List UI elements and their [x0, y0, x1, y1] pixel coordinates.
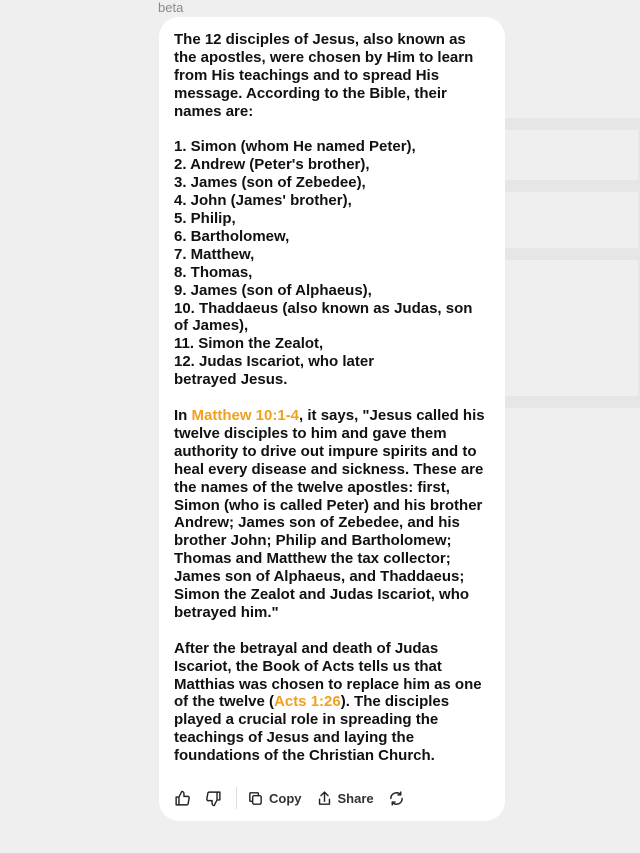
list-item: 1. Simon (whom He named Peter),: [174, 138, 416, 156]
chat-message-card: [159, 17, 505, 821]
thumbs-down-button[interactable]: [205, 790, 222, 807]
copy-label: Copy: [269, 790, 302, 806]
share-icon: [316, 790, 333, 807]
copy-button[interactable]: [247, 790, 302, 807]
acts-reference-link[interactable]: Acts 1:26: [274, 693, 341, 711]
thumbs-up-icon: [174, 790, 191, 807]
thumbs-down-icon: [205, 790, 222, 807]
para3-suffix: ). The disciples played a crucial role in spreading the teachings of Jesus and laying the foundations of the Christian Church.: [174, 693, 450, 765]
actions-divider: [236, 787, 237, 809]
copy-icon: [247, 790, 264, 807]
list-item: 10. Thaddaeus (also known as Judas, son of James),: [174, 299, 473, 335]
list-item: 8. Thomas,: [174, 263, 253, 281]
acts-paragraph: [174, 640, 485, 765]
thumbs-up-button[interactable]: [174, 790, 191, 807]
disciples-list: [174, 138, 485, 389]
list-item: 5. Philip,: [174, 210, 236, 228]
intro-paragraph: The 12 disciples of Jesus, also known as the apostles, were chosen by Him to learn from His teachings and to spread His message. According to the Bible, their names are:: [174, 31, 474, 120]
message-actions-bar: [174, 787, 490, 809]
list-item: 6. Bartholomew,: [174, 227, 290, 245]
list-item: 12. Judas Iscariot, who later betrayed Jesus.: [174, 353, 375, 389]
list-item: 7. Matthew,: [174, 245, 255, 263]
para3-prefix: After the betrayal and death of Judas Iscariot, the Book of Acts tells us that Matthias was chosen to replace him as one of the twelve (: [174, 639, 482, 711]
para2-prefix: In: [174, 407, 192, 424]
list-item: 4. John (James' brother),: [174, 192, 352, 210]
message-content: [174, 31, 485, 765]
para2-text: , it says, "Jesus called his twelve disciples to him and gave them authority to drive out impure spirits and to heal every disease and sickness. These are the names of the twelve apostles: first, Simon (who is called Peter) and his brother Andrew; James son of Zebedee, and his brother John; Philip and Bartholomew; Thomas and Matthew the tax collector; James son of Alphaeus, and Thaddaeus; Simon the Zealot and Judas Iscariot, who betrayed him.": [174, 407, 485, 621]
list-item: 9. James (son of Alphaeus),: [174, 281, 372, 299]
share-label: Share: [337, 790, 374, 806]
list-item: 3. James (son of Zebedee),: [174, 174, 366, 192]
share-button[interactable]: [316, 790, 374, 807]
list-item: 11. Simon the Zealot,: [174, 335, 324, 353]
beta-label: beta: [158, 0, 184, 15]
matthew-paragraph: [174, 407, 485, 622]
matthew-reference-link[interactable]: Matthew 10:1-4: [191, 407, 300, 424]
regenerate-button[interactable]: [388, 790, 405, 807]
list-item: 2. Andrew (Peter's brother),: [174, 156, 370, 174]
regenerate-icon: [388, 790, 405, 807]
